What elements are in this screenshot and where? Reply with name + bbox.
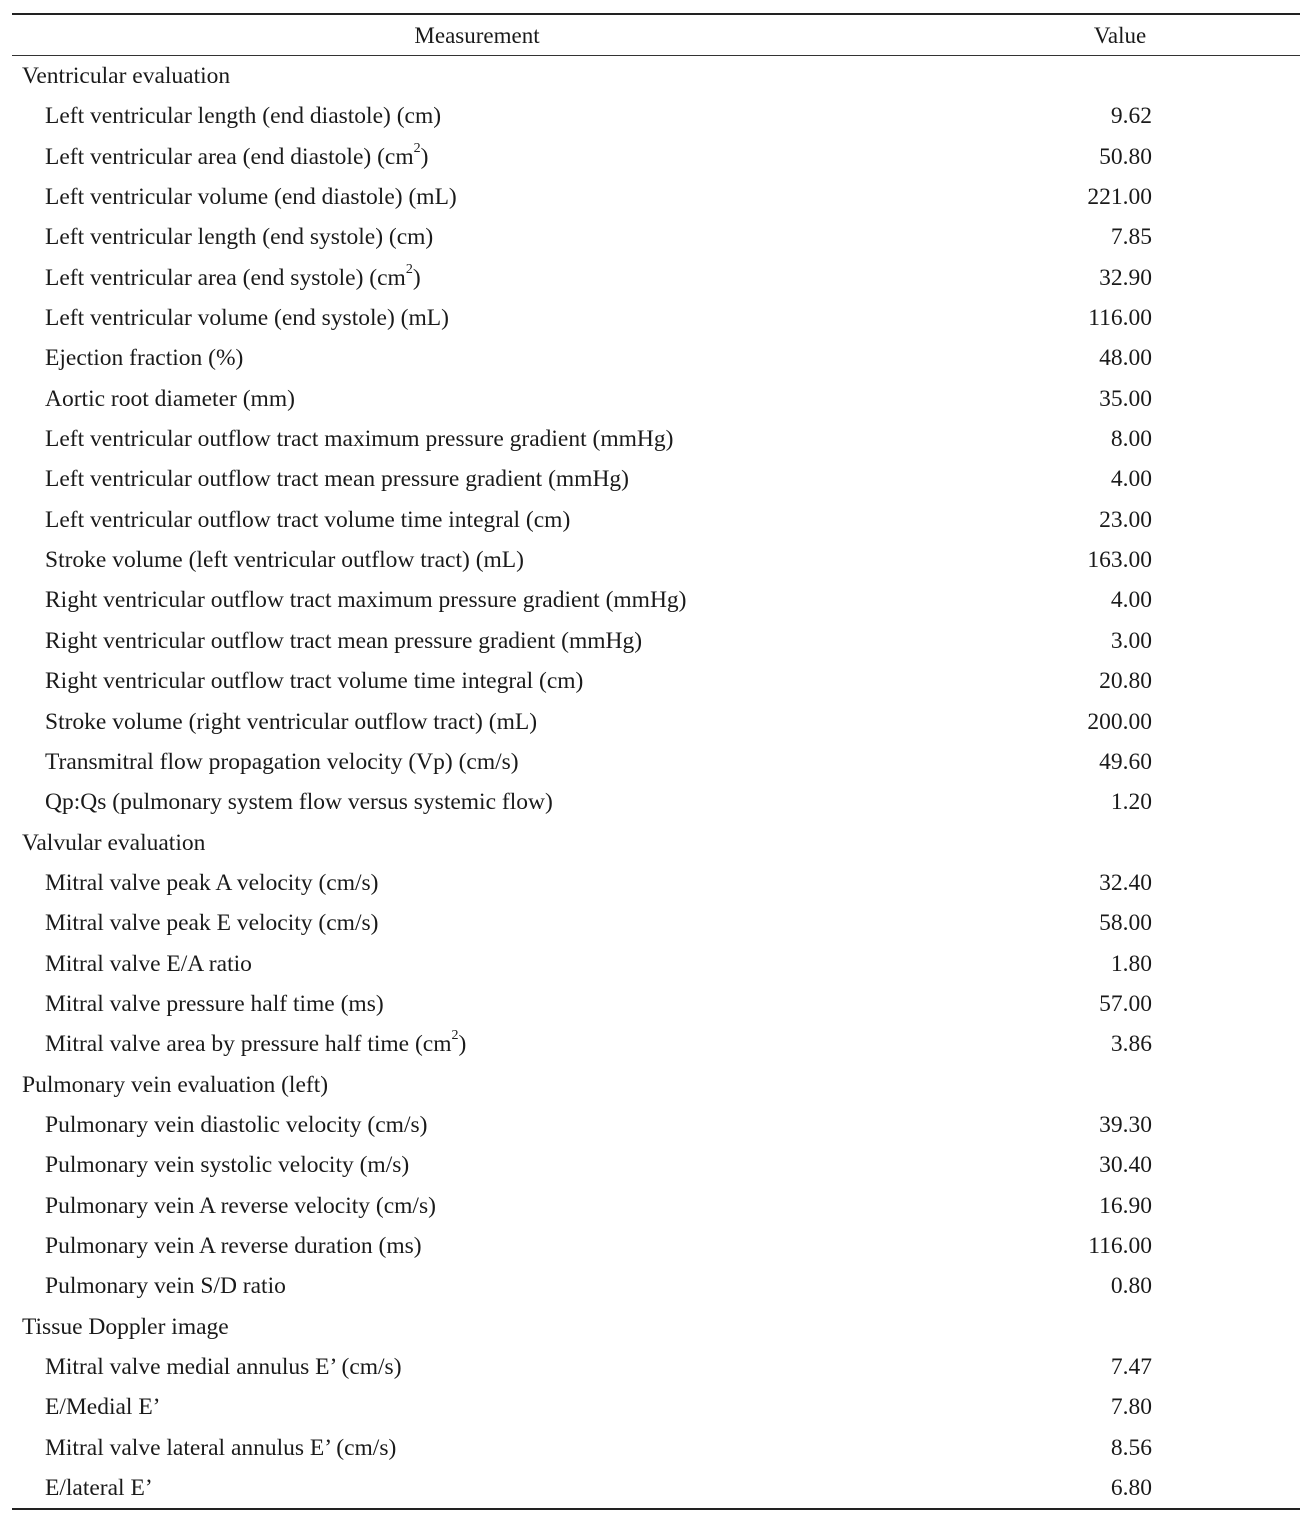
measurement-label <box>45 702 537 742</box>
table-row <box>12 1024 1300 1064</box>
measurement-label <box>45 459 629 499</box>
measurement-label <box>45 217 433 257</box>
measurement-label-text: Left ventricular outflow tract mean pressure gradient (mmHg) <box>45 466 630 493</box>
section-title: Tissue Doppler image <box>22 1313 229 1340</box>
measurement-value: 16.90 <box>1099 1192 1152 1219</box>
measurement-value: 58.00 <box>1099 910 1152 937</box>
measurement-label <box>45 944 252 984</box>
measurement-label-text: Right ventricular outflow tract mean pressure gradient (mmHg) <box>45 627 643 654</box>
measurement-label <box>45 621 642 661</box>
table-row <box>12 580 1300 620</box>
measurement-value: 9.62 <box>1110 103 1152 130</box>
table-row <box>12 459 1300 499</box>
measurement-value: 32.40 <box>1099 869 1152 896</box>
measurement-label-text: Left ventricular area (end systole) (cm <box>45 264 406 291</box>
measurement-label <box>45 903 378 943</box>
table-row <box>12 1186 1300 1226</box>
measurement-value: 4.00 <box>1110 587 1152 614</box>
measurement-label <box>45 1347 402 1387</box>
measurement-label <box>45 1387 161 1427</box>
measurement-label <box>45 1024 466 1064</box>
table-row <box>12 298 1300 338</box>
table-row <box>12 1266 1300 1306</box>
measurement-value: 6.80 <box>1110 1475 1152 1502</box>
measurement-label-text: Mitral valve E/A ratio <box>45 950 252 977</box>
section-header-row <box>12 823 1300 863</box>
measurement-label <box>45 379 295 419</box>
measurement-value: 49.60 <box>1099 748 1152 775</box>
section-title: Ventricular evaluation <box>22 63 231 89</box>
table-row <box>12 177 1300 217</box>
table-row <box>12 903 1300 943</box>
measurement-value: 32.90 <box>1099 264 1152 291</box>
measurement-label <box>45 1468 153 1508</box>
measurement-label <box>45 540 524 580</box>
measurement-value: 0.80 <box>1110 1273 1152 1300</box>
measurement-label-text: Left ventricular length (end systole) (cm) <box>45 224 434 251</box>
table-row <box>12 1468 1300 1508</box>
measurement-value: 200.00 <box>1087 708 1152 735</box>
table-row <box>12 96 1300 136</box>
table-row <box>12 379 1300 419</box>
table-row <box>12 984 1300 1024</box>
measurement-value: 8.00 <box>1110 426 1152 453</box>
measurement-label <box>45 177 457 217</box>
measurement-label <box>45 1428 396 1468</box>
measurement-label-text: Aortic root diameter (mm) <box>45 385 295 412</box>
measurement-label-text: Mitral valve medial annulus E’ (cm/s) <box>45 1354 402 1380</box>
measurement-label <box>45 984 384 1024</box>
measurement-label <box>45 96 441 136</box>
measurement-value: 116.00 <box>1088 1232 1152 1259</box>
measurement-value: 1.80 <box>1110 950 1152 977</box>
measurement-value: 39.30 <box>1099 1111 1152 1138</box>
header-value: Value <box>1093 23 1147 48</box>
table-row <box>12 1226 1300 1266</box>
measurement-label <box>45 1105 427 1145</box>
measurement-label-text: Pulmonary vein diastolic velocity (cm/s) <box>45 1111 428 1138</box>
table-row <box>12 1428 1300 1468</box>
measurement-label <box>45 500 570 540</box>
measurement-value: 1.20 <box>1110 789 1152 816</box>
measurement-value: 116.00 <box>1088 305 1152 332</box>
table-row <box>12 782 1300 822</box>
measurement-label <box>45 1186 436 1226</box>
measurement-label-text: Mitral valve peak A velocity (cm/s) <box>45 869 379 896</box>
table-row <box>12 742 1300 782</box>
section-header-row <box>12 1307 1300 1347</box>
table-row <box>12 217 1300 257</box>
measurement-value: 163.00 <box>1087 547 1152 574</box>
measurement-label-text: Right ventricular outflow tract volume time integral (cm) <box>45 668 584 695</box>
measurement-label-text: Left ventricular volume (end diastole) (mL) <box>45 184 457 211</box>
table-row <box>12 540 1300 580</box>
measurement-label <box>45 1226 422 1266</box>
measurement-label-text: Left ventricular area (end diastole) (cm <box>45 143 414 170</box>
measurement-label-text: Mitral valve area by pressure half time (cm <box>45 1031 452 1058</box>
table-row <box>12 1145 1300 1185</box>
measurement-label-text: Left ventricular volume (end systole) (mL) <box>45 305 449 332</box>
table-row <box>12 1347 1300 1387</box>
measurement-label <box>45 419 673 459</box>
measurement-label-text: E/lateral E’ <box>45 1475 153 1502</box>
table-row <box>12 419 1300 459</box>
measurement-label <box>45 782 553 822</box>
table-row <box>12 1105 1300 1145</box>
measurement-value: 57.00 <box>1099 990 1152 1017</box>
measurement-value: 30.40 <box>1099 1152 1152 1179</box>
measurement-label <box>45 742 519 782</box>
table-row <box>12 137 1300 177</box>
measurement-label <box>45 661 583 701</box>
measurement-value: 20.80 <box>1099 668 1152 695</box>
measurement-table <box>12 13 1300 1510</box>
table-row <box>12 500 1300 540</box>
measurement-value: 7.47 <box>1110 1354 1152 1380</box>
measurement-label <box>45 338 243 378</box>
table-row <box>12 944 1300 984</box>
measurement-value: 8.56 <box>1110 1434 1152 1461</box>
measurement-label <box>45 580 687 620</box>
section-header-row <box>12 1065 1300 1105</box>
header-measurement: Measurement <box>414 23 540 48</box>
measurement-label-end: ) <box>412 264 421 291</box>
table-row <box>12 621 1300 661</box>
measurement-label-end: ) <box>420 143 429 170</box>
measurement-label-end: ) <box>458 1031 467 1058</box>
section-title: Valvular evaluation <box>22 829 206 856</box>
section-header-row <box>12 56 1300 96</box>
unit-superscript: 2 <box>451 1028 459 1044</box>
measurement-value: 3.00 <box>1110 627 1152 654</box>
measurement-value: 221.00 <box>1087 184 1152 211</box>
measurement-label-text: Mitral valve peak E velocity (cm/s) <box>45 910 379 937</box>
measurement-label-text: Right ventricular outflow tract maximum pressure gradient (mmHg) <box>45 587 687 614</box>
measurement-value: 4.00 <box>1110 466 1152 493</box>
measurement-value: 3.86 <box>1110 1031 1152 1058</box>
measurement-label-text: Pulmonary vein A reverse velocity (cm/s) <box>45 1192 436 1219</box>
measurement-label-text: Mitral valve lateral annulus E’ (cm/s) <box>45 1434 397 1461</box>
measurement-value: 7.85 <box>1110 224 1152 251</box>
measurement-label-text: Qp:Qs (pulmonary system flow versus systemic flow) <box>45 789 553 816</box>
measurement-label <box>45 1266 286 1306</box>
measurement-label-text: Left ventricular outflow tract volume time integral (cm) <box>45 506 571 533</box>
measurement-label-text: Stroke volume (right ventricular outflow tract) (mL) <box>45 708 538 735</box>
measurement-label-text: Transmitral flow propagation velocity (Vp) (cm/s) <box>45 748 519 775</box>
table-header <box>12 15 1300 55</box>
table-bottom-rule <box>12 1508 1300 1510</box>
unit-superscript: 2 <box>413 140 421 156</box>
measurement-label <box>45 137 428 177</box>
measurement-label-text: Pulmonary vein A reverse duration (ms) <box>45 1232 422 1259</box>
table-body <box>12 56 1300 1508</box>
table-row <box>12 258 1300 298</box>
measurement-label-text: Left ventricular length (end diastole) (cm) <box>45 103 442 130</box>
measurement-label-text: Pulmonary vein systolic velocity (m/s) <box>45 1152 410 1179</box>
table-row <box>12 338 1300 378</box>
table-row <box>12 863 1300 903</box>
measurement-label-text: Pulmonary vein S/D ratio <box>45 1273 286 1300</box>
measurement-label <box>45 1145 409 1185</box>
section-title: Pulmonary vein evaluation (left) <box>22 1071 329 1098</box>
measurement-label <box>45 258 421 298</box>
measurement-label-text: Mitral valve pressure half time (ms) <box>45 990 384 1017</box>
measurement-value: 35.00 <box>1099 385 1152 412</box>
measurement-label <box>45 298 449 338</box>
table-row <box>12 661 1300 701</box>
measurement-label-text: E/Medial E’ <box>45 1394 161 1421</box>
measurement-label-text: Stroke volume (left ventricular outflow tract) (mL) <box>45 547 524 574</box>
unit-superscript: 2 <box>405 261 413 277</box>
measurement-value: 50.80 <box>1099 143 1152 170</box>
measurement-label <box>45 863 378 903</box>
measurement-value: 48.00 <box>1099 345 1152 372</box>
table-row <box>12 1387 1300 1427</box>
measurement-label-text: Left ventricular outflow tract maximum pressure gradient (mmHg) <box>45 426 674 453</box>
measurement-value: 7.80 <box>1110 1394 1152 1421</box>
measurement-value: 23.00 <box>1099 506 1152 533</box>
table-row <box>12 702 1300 742</box>
measurement-label-text: Ejection fraction (%) <box>45 345 244 372</box>
